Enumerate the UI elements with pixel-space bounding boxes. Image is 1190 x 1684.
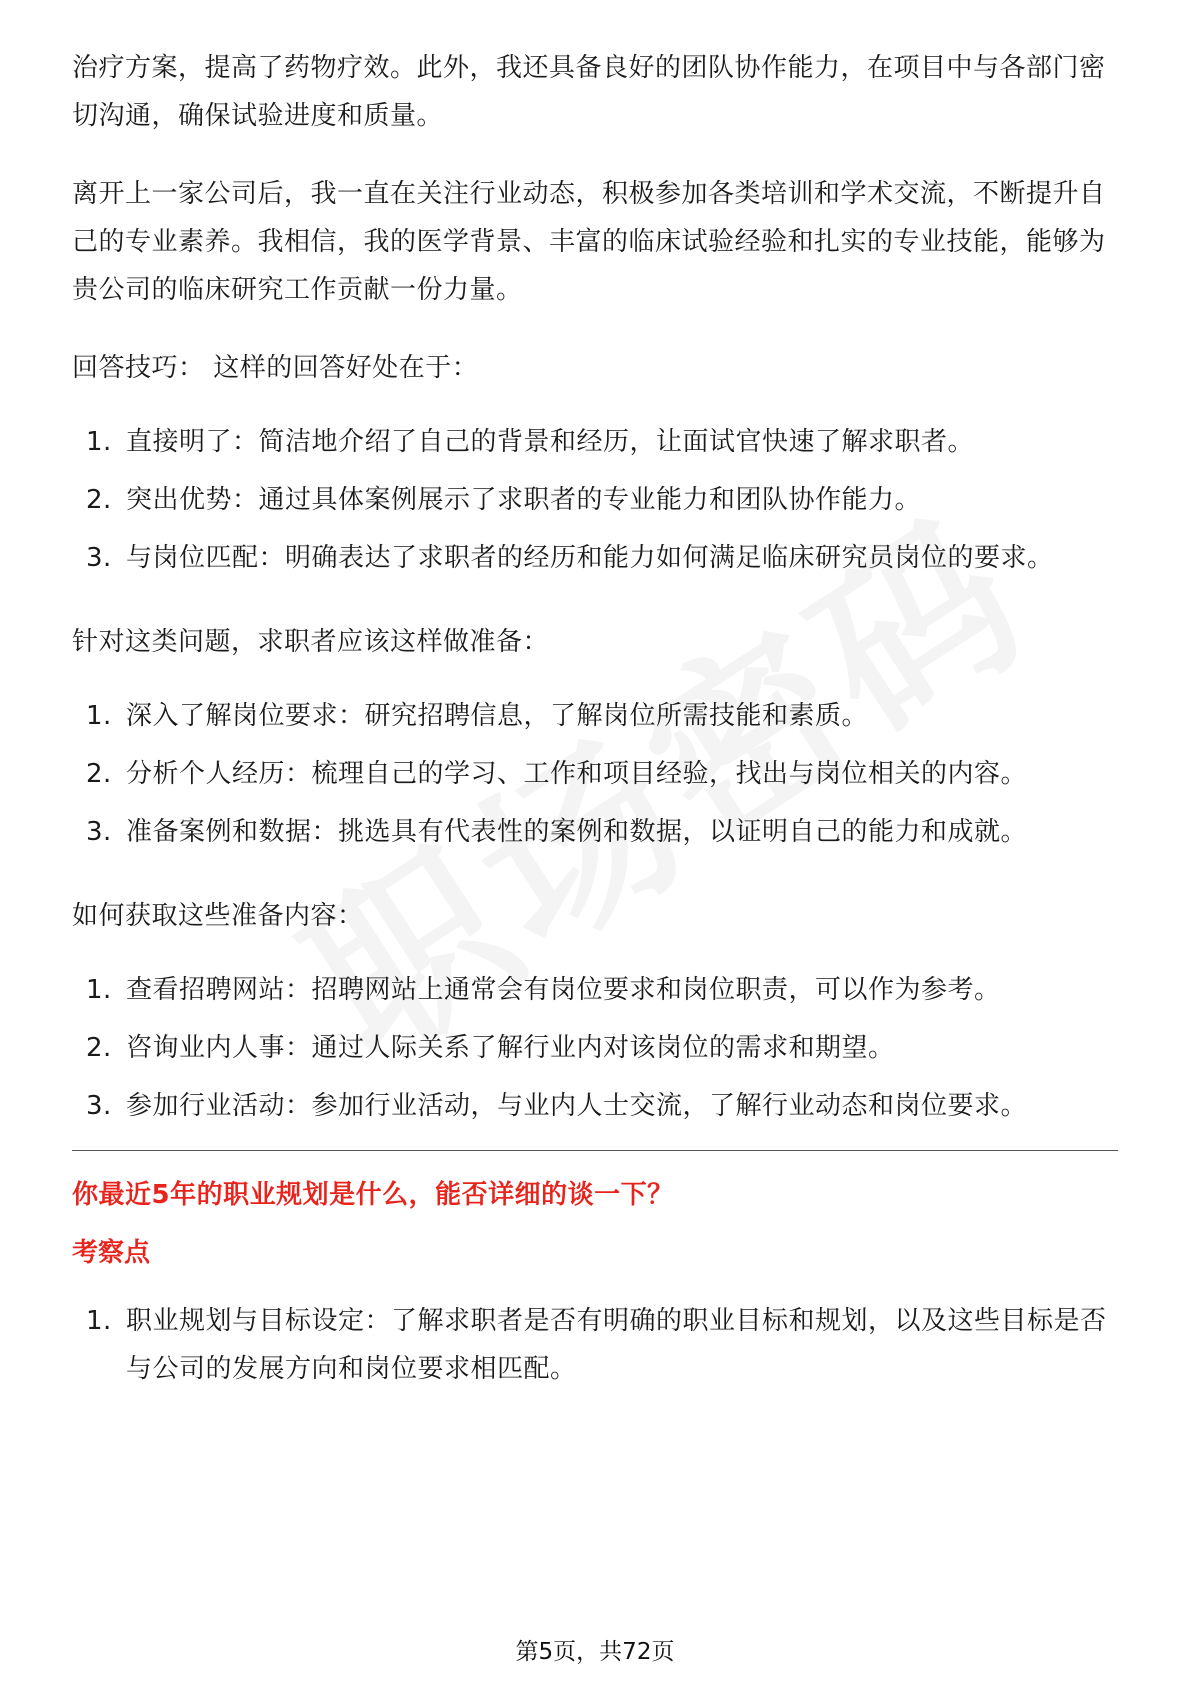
intro-paragraph-2: 离开上一家公司后，我一直在关注行业动态，积极参加各类培训和学术交流，不断提升自己的专业素养。我相信，我的医学背景、丰富的临床试验经验和扎实的专业技能，能够为贵公司的临床研究工作贡献一份力量。 xyxy=(72,179,1106,305)
list-item: 1. 深入了解岗位要求：研究招聘信息，了解岗位所需技能和素质。 xyxy=(86,701,869,731)
list-item: 3. 与岗位匹配：明确表达了求职者的经历和能力如何满足临床研究员岗位的要求。 xyxy=(86,543,1054,573)
list-item: 2. 分析个人经历：梳理自己的学习、工作和项目经验，找出与岗位相关的内容。 xyxy=(86,759,1028,789)
section-divider xyxy=(72,1150,1118,1151)
list-item: 1. 查看招聘网站：招聘网站上通常会有岗位要求和岗位职责，可以作为参考。 xyxy=(86,975,1001,1005)
tips-heading: 回答技巧： 这样的回答好处在于： xyxy=(72,353,479,383)
document-page xyxy=(72,44,1118,1403)
intro-paragraph-1: 治疗方案，提高了药物疗效。此外，我还具备良好的团队协作能力，在项目中与各部门密切沟通，确保试验进度和质量。 xyxy=(72,53,1106,131)
prep-heading: 针对这类问题，求职者应该这样做准备： xyxy=(72,627,550,657)
question-points-list xyxy=(72,1297,1118,1393)
page-number: 第5页，共72页 xyxy=(515,1639,675,1665)
sources-list xyxy=(72,966,1118,1130)
question-title: 你最近5年的职业规划是什么，能否详细的谈一下？ xyxy=(72,1180,674,1210)
list-item: 2. 咨询业内人事：通过人际关系了解行业内对该岗位的需求和期望。 xyxy=(86,1033,895,1063)
list-item: 3. 参加行业活动：参加行业活动，与业内人士交流，了解行业动态和岗位要求。 xyxy=(86,1091,1028,1121)
question-subheading: 考察点 xyxy=(72,1238,151,1268)
prep-list xyxy=(72,692,1118,856)
tips-list xyxy=(72,418,1118,582)
list-item: 1. 直接明了：简洁地介绍了自己的背景和经历，让面试官快速了解求职者。 xyxy=(86,427,975,457)
list-item: 3. 准备案例和数据：挑选具有代表性的案例和数据，以证明自己的能力和成就。 xyxy=(86,817,1028,847)
list-item: 1. 职业规划与目标设定：了解求职者是否有明确的职业目标和规划，以及这些目标是否与公司的发展方向和岗位要求相匹配。 xyxy=(86,1306,1107,1384)
list-item: 2. 突出优势：通过具体案例展示了求职者的专业能力和团队协作能力。 xyxy=(86,485,922,515)
sources-heading: 如何获取这些准备内容： xyxy=(72,901,364,931)
